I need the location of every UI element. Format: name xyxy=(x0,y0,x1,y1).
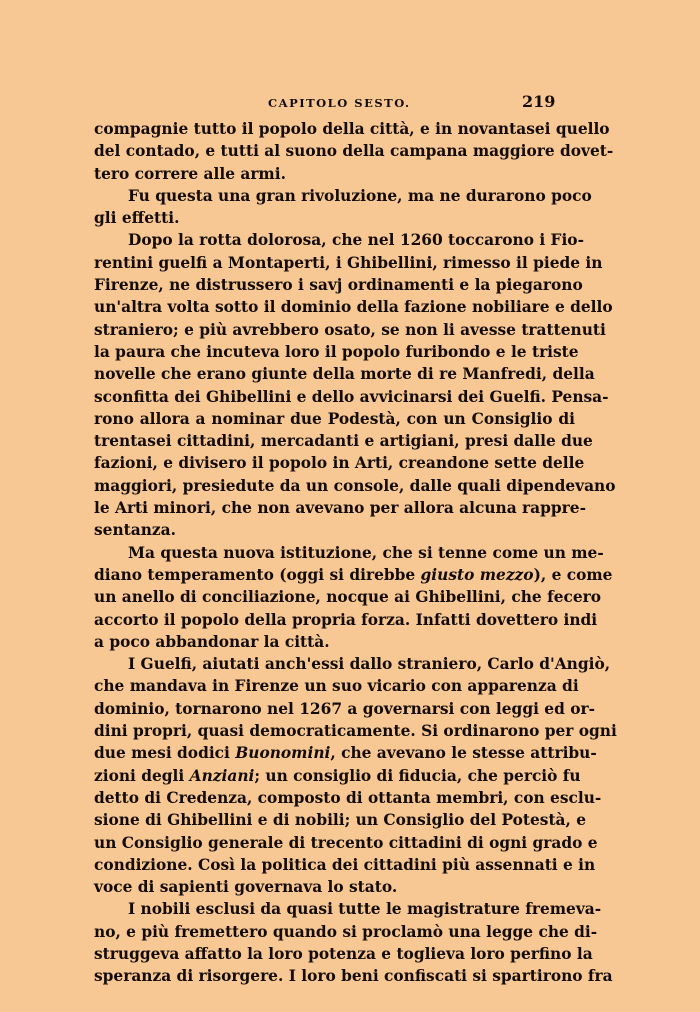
text-run: due mesi dodici xyxy=(94,744,236,763)
text-line: dini propri, quasi democraticamente. Si ordinarono per ogni xyxy=(94,722,617,741)
page-header xyxy=(0,92,700,116)
text-line: I Guelfi, aiutati anch'essi dallo straniero, Carlo d'Angiò, xyxy=(128,655,611,674)
text-line: I nobili esclusi da quasi tutte le magistrature fremeva- xyxy=(128,900,602,919)
text-line: dominio, tornarono nel 1267 a governarsi con leggi ed or- xyxy=(94,699,595,718)
text-line: tero correre alle armi. xyxy=(94,164,286,183)
text-line: condizione. Così la politica dei cittadini più assennati e in xyxy=(94,855,596,874)
text-line: sentanza. xyxy=(94,521,176,540)
running-head: CAPITOLO SESTO. xyxy=(268,96,411,110)
text-line: maggiori, presiedute da un console, dalle quali dipendevano xyxy=(94,476,616,495)
italic-term: Anziani xyxy=(189,766,255,785)
text-line: struggeva affatto la loro potenza e toglieva loro perfino la xyxy=(94,944,593,963)
text-line: novelle che erano giunte della morte di re Manfredi, della xyxy=(94,365,595,384)
text-line: rono allora a nominar due Podestà, con un Consiglio di xyxy=(94,409,575,428)
text-line: a poco abbandonar la città. xyxy=(94,632,330,651)
text-line: un anello di conciliazione, nocque ai Ghibellini, che fecero xyxy=(94,588,602,607)
text-line: un'altra volta sotto il dominio della fazione nobiliare e dello xyxy=(94,298,613,317)
text-line: le Arti minori, che non avevano per allora alcuna rappre- xyxy=(94,499,586,518)
body-text xyxy=(94,118,617,988)
text-line: sconfitta dei Ghibellini e dello avvicinarsi dei Guelfi. Pensa- xyxy=(94,387,609,406)
text-line: Dopo la rotta dolorosa, che nel 1260 toccarono i Fio- xyxy=(128,231,584,250)
text-line: Firenze, ne distrussero i savj ordinamenti e la piegarono xyxy=(94,276,583,295)
text-run: , che avevano le stesse attribu- xyxy=(330,744,597,763)
text-line: rentini guelfi a Montaperti, i Ghibellini, rimesso il piede in xyxy=(94,253,603,272)
italic-term: giusto mezzo xyxy=(420,565,534,584)
text-line: trentasei cittadini, mercadanti e artigiani, presi dalle due xyxy=(94,432,593,451)
text-run: ; un consiglio di fiducia, che perciò fu xyxy=(254,766,581,785)
text-line: compagnie tutto il popolo della città, e in novantasei quello xyxy=(94,120,610,138)
text-line: sione di Ghibellini e di nobili; un Consiglio del Potestà, e xyxy=(94,811,587,830)
text-line: un Consiglio generale di trecento cittadini di ogni grado e xyxy=(94,833,598,852)
text-line: voce di sapienti governava lo stato. xyxy=(94,878,398,897)
text-line: no, e più fremettero quando si proclamò una legge che di- xyxy=(94,922,598,941)
text-line xyxy=(94,765,581,787)
text-line: del contado, e tutti al suono della campana maggiore dovet- xyxy=(94,142,614,161)
text-line: Fu questa una gran rivoluzione, ma ne durarono poco xyxy=(128,186,592,205)
text-line: la paura che incuteva loro il popolo furibondo e le triste xyxy=(94,342,579,361)
text-line: fazioni, e divisero il popolo in Arti, creandone sette delle xyxy=(94,454,585,473)
text-run: ), e come xyxy=(533,565,613,584)
text-line: accorto il popolo della propria forza. Infatti dovettero indi xyxy=(94,610,598,629)
text-line: Ma questa nuova istituzione, che si tenne come un me- xyxy=(128,543,604,562)
page-number: 219 xyxy=(522,92,556,111)
text-line: gli effetti. xyxy=(94,209,180,228)
italic-term: Buonomini xyxy=(235,744,331,763)
text-line: che mandava in Firenze un suo vicario con apparenza di xyxy=(94,677,579,696)
text-line: speranza di risorgere. I loro beni confiscati si spartirono fra xyxy=(94,967,613,986)
text-run: diano temperamento (oggi si direbbe xyxy=(94,565,421,584)
text-line: straniero; e più avrebbero osato, se non li avesse trattenuti xyxy=(94,320,606,339)
text-line xyxy=(94,742,597,764)
text-run: zioni degli xyxy=(94,766,190,785)
text-line: detto di Credenza, composto di ottanta membri, con esclu- xyxy=(94,788,602,807)
text-line xyxy=(94,564,613,586)
